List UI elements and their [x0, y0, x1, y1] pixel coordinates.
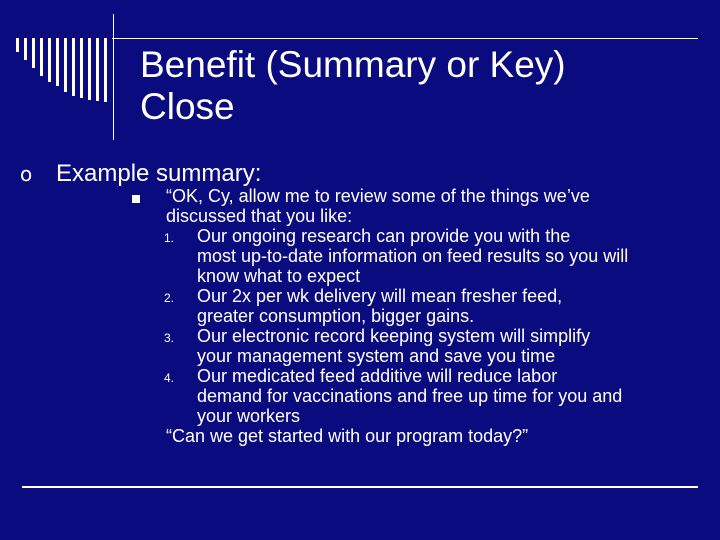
decorative-bar — [48, 38, 51, 82]
item-line: Our 2x per wk delivery will mean fresher feed, — [197, 286, 563, 306]
list-item — [166, 366, 706, 426]
quote-intro-line-2: discussed that you like: — [166, 206, 353, 226]
bottom-rule — [22, 486, 698, 488]
decorative-bar — [104, 38, 107, 102]
decorative-bar — [80, 38, 83, 98]
item-line: know what to expect — [197, 266, 361, 286]
hollow-square-bullet-icon: o — [20, 162, 33, 186]
item-line: Our medicated feed additive will reduce labor — [197, 366, 558, 386]
decorative-bar — [72, 38, 75, 96]
item-number: 2. — [164, 291, 175, 305]
title-line-2: Close — [140, 86, 235, 127]
bullet-heading: Example summary: — [56, 160, 262, 187]
list-item — [166, 226, 706, 286]
item-line: your management system and save you time — [197, 346, 556, 366]
benefit-list — [166, 226, 706, 426]
decorative-bar — [24, 38, 27, 60]
item-line: Our electronic record keeping system will simplify — [197, 326, 591, 346]
item-line: demand for vaccinations and free up time for you and — [197, 386, 623, 406]
title-divider — [113, 14, 114, 140]
item-number: 3. — [164, 331, 175, 345]
list-item — [166, 326, 706, 366]
decorative-bar — [16, 38, 19, 52]
item-number: 1. — [164, 231, 175, 245]
filled-square-bullet-icon — [132, 195, 140, 203]
list-item — [166, 286, 706, 326]
item-line: most up-to-date information on feed results so you will — [197, 246, 629, 266]
title-line-1: Benefit (Summary or Key) — [140, 44, 566, 85]
slide-title — [140, 44, 700, 128]
decorative-bar — [32, 38, 35, 68]
item-number: 4. — [164, 371, 175, 385]
item-line: Our ongoing research can provide you with the — [197, 226, 571, 246]
top-rule — [112, 38, 698, 39]
decorative-bar — [40, 38, 43, 76]
item-line: greater consumption, bigger gains. — [197, 306, 475, 326]
decorative-bar — [88, 38, 91, 100]
summary-quote — [166, 186, 706, 446]
quote-intro-line-1: “OK, Cy, allow me to review some of the things we’ve — [166, 186, 590, 206]
decorative-bar — [64, 38, 67, 92]
decorative-bar — [56, 38, 59, 86]
decorative-bar — [96, 38, 99, 101]
decorative-bars — [16, 38, 136, 102]
quote-closing: “Can we get started with our program today?” — [166, 426, 529, 446]
item-line: your workers — [197, 406, 301, 426]
